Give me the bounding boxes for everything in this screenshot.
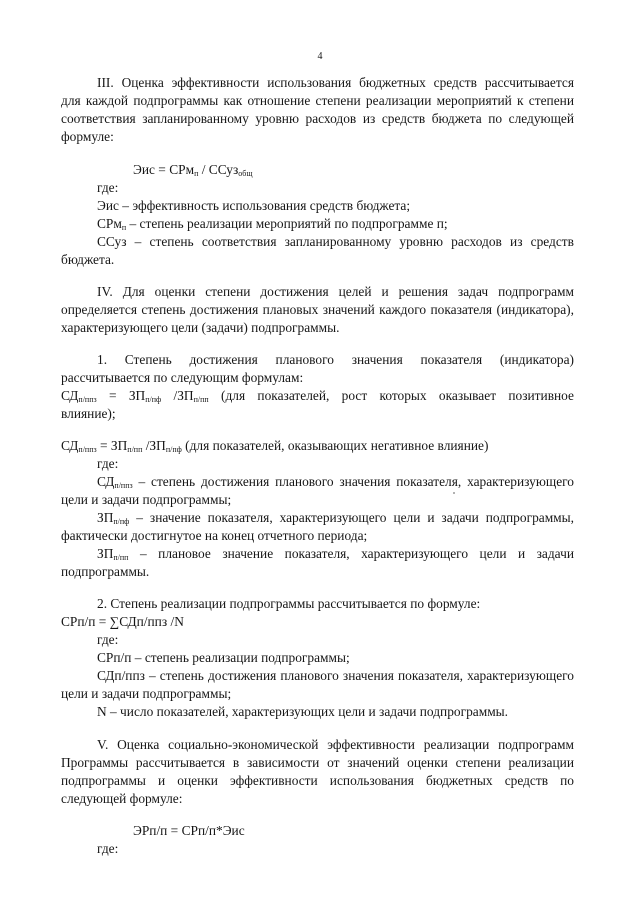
section-v-line-2: Программы рассчитывается в зависимости от значений оценки степени реализации [61,755,574,770]
def-sd-line-2: цели и задачи подпрограммы; [61,492,232,507]
def-sdppz-line-2: цели и задачи подпрограммы; [61,686,232,701]
section-iii-line-4: формуле: [61,129,114,144]
formula-sd-positive-cont: влияние); [61,406,116,421]
section-v-line-4: следующей формуле: [61,791,183,806]
def-eis: Эис – эффективность использования средств бюджета; [97,198,411,213]
def-srm: СРм$_п$ – степень реализации мероприятий по подпрограмме п; [97,216,448,232]
def-zp-fact-line-2: фактически достигнутое на конец отчетного периода; [61,528,368,543]
section-v-line-1: V. Оценка социально-экономической эффективности реализации подпрограмм [97,737,574,752]
def-zp-plan-line-1: $ЗП_{п/пп}$ – плановое значение показателя, характеризующего цели и задачи [97,546,574,562]
def-ssuz-line-1: ССуз – степень соответствия запланированному уровню расходов из средств [97,234,574,249]
section-iv-line-1: IV. Для оценки степени достижения целей и решения задач подпрограмм [97,284,574,299]
def-ssuz-line-2: бюджета. [61,252,115,267]
def-sd-line-1: $СД_{п/ппз}$ – степень достижения планового значения показателя, характеризующего [97,474,574,490]
def-n: N – число показателей, характеризующих цели и задачи подпрограммы. [97,704,509,719]
section-iv-line-3: характеризующего цели (задачи) подпрограммы. [61,320,340,335]
where-label: где: [97,180,119,195]
item-1-line-1: 1. Степень достижения планового значения показателя (индикатора) [97,352,574,367]
scan-speck [453,492,455,494]
where-label: где: [97,456,119,471]
section-iii-line-2: для каждой подпрограммы как отношение степени реализации мероприятий к степени [61,93,574,108]
def-zp-plan-line-2: подпрограммы. [61,564,150,579]
section-iv-line-2: определяется степень достижения плановых значений каждого показателя (индикатора), [61,302,574,317]
formula-srpp: СРп/п = ∑СДп/ппз /N [61,614,184,629]
where-label: где: [97,632,119,647]
section-iii-line-1: III. Оценка эффективности использования бюджетных средств рассчитывается [97,75,574,90]
formula-eis: Эис = СРм$_п$ / ССуз$_{общ}$ [133,162,253,178]
formula-sd-negative: $СД_{п/ппз} = ЗП_{п/пп}$ $/ЗП_{п/пф}$ (для показателей, оказывающих негативное влияние) [61,438,489,454]
section-v-line-3: подпрограммы и оценки эффективности использования бюджетных средств по [61,773,574,788]
page-number: 4 [317,51,323,62]
item-2-line-1: 2. Степень реализации подпрограммы рассчитывается по формуле: [97,596,481,611]
def-sdppz-line-1: СДп/ппз – степень достижения планового значения показателя, характеризующего [97,668,574,683]
def-zp-fact-line-1: $ЗП_{п/пф}$ – значение показателя, характеризующего цели и задачи подпрограммы, [97,510,574,526]
def-srpp: СРп/п – степень реализации подпрограммы; [97,650,350,665]
where-label: где: [97,841,119,856]
formula-erpp: ЭРп/п = СРп/п*Эис [133,823,245,838]
item-1-line-2: рассчитывается по следующим формулам: [61,370,304,385]
section-iii-line-3: соответствия запланированному уровню расходов из средств бюджета по следующей [61,111,574,126]
formula-sd-positive: $СД_{п/ппз} = ЗП_{п/пф}$ $/ЗП_{п/пп}$ (для показателей, рост которых оказывает позитивное [61,388,574,404]
